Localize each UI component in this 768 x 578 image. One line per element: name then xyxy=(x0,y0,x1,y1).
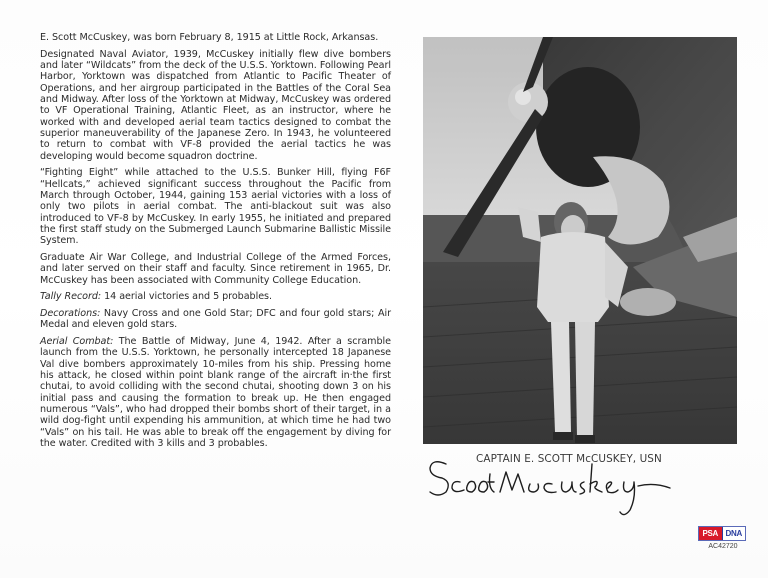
bio-label: Tally Record: xyxy=(40,291,102,303)
psa-logo-text: PSA xyxy=(699,527,722,540)
psa-dna-authentication-logo xyxy=(698,526,746,541)
bio-text: The Battle of Midway, June 4, 1942. After a scramble launch from the U.S.S. Yorktown, he personally intercepted 18 Japanese Val dive bombers approximately 10-miles from his ship. Pressing home his attack, he closed within point blank range of the aircraft in·the first chutai, to avoid colliding with the second chutai, shooting down 3 on his initial pass and causing the formation to break up. He then engaged numerous “Vals”, who had dropped their bombs short of their target, in a wild dog-fight until expending his ammunition, at which time he had two “Vals” on his tail. He was able to break off the engagement by diving for the water. Credited with 3 kills and 3 probables. xyxy=(40,336,391,450)
handwritten-signature xyxy=(424,452,700,518)
bio-paragraph-aviator xyxy=(40,49,391,162)
bio-text: Graduate Air War College, and Industrial College of the Armed Forces, and later served on their staff and faculty. Since retirement in 1965, Dr. McCuskey has been associated with Community College Education. xyxy=(40,252,391,286)
bio-label: Aerial Combat: xyxy=(40,336,114,348)
dna-logo-text: DNA xyxy=(722,527,746,540)
biography-text xyxy=(40,32,391,455)
bio-paragraph-decorations xyxy=(40,308,391,331)
pilot-photo xyxy=(423,37,737,444)
bio-paragraph-education xyxy=(40,252,391,286)
bio-paragraph-tally xyxy=(40,291,391,302)
certificate-number: AC42720 xyxy=(708,543,738,550)
bio-paragraph-aerial-combat xyxy=(40,336,391,449)
bio-paragraph-fighting-eight xyxy=(40,167,391,246)
bio-text: E. Scott McCuskey, was born February 8, 1915 at Little Rock, Arkansas. xyxy=(40,32,379,43)
bio-text: “Fighting Eight” while attached to the U.S.S. Bunker Hill, flying F6F “Hellcats,” achieved significant success throughout the Pacific from March through October, 1944, gaining 153 aerial victories with a loss of only two pilots in aerial combat. The anti-blackout suit was also introduced to VF-8 by McCuskey. In early 1955, he initiated and prepared the first staff study on the Submerged Launch Submarine Ballistic Missile System. xyxy=(40,167,391,247)
photo-caption: CAPTAIN E. SCOTT McCUSKEY, USN xyxy=(476,453,662,465)
bio-label: Decorations: xyxy=(40,308,101,320)
pilot-photo-image xyxy=(423,37,737,444)
bio-text: Designated Naval Aviator, 1939, McCuskey initially flew dive bombers and later “Wildcats” from the deck of the U.S.S. Yorktown. Following Pearl Harbor, Yorktown was dispatched from Atlantic to Pacific Theater of Operations, and her airgroup participated in the Battles of the Coral Sea and Midway. After loss of the Yorktown at Midway, McCuskey was ordered to VF Operational Training, Atlantic Fleet, as an instructor, where he worked with and developed aerial team tactics designed to combat the superior maneuverability of the Japanese Zero. In 1943, he volunteered to return to combat with VF-8 provided the aerial tactics he was developing would become squadron doctrine. xyxy=(40,48,391,162)
bio-text: Navy Cross and one Gold Star; DFC and four gold stars; Air Medal and eleven gold stars. xyxy=(40,308,391,331)
bio-text: 14 aerial victories and 5 probables. xyxy=(101,291,272,303)
bio-paragraph-birth xyxy=(40,32,391,43)
